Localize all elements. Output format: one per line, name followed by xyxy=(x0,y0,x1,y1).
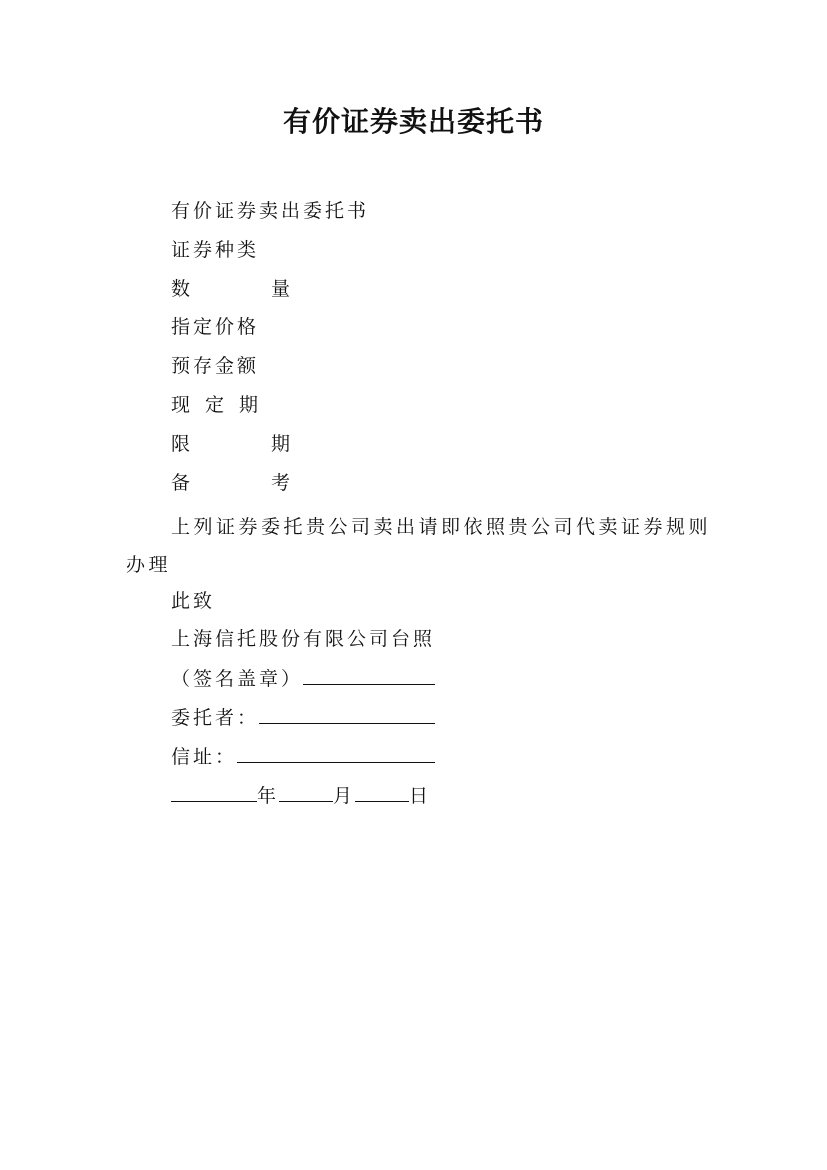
field-term-limit xyxy=(171,430,293,458)
recipient: 上海信托股份有限公司台照 xyxy=(171,628,436,650)
signature-line xyxy=(171,664,435,693)
document-title: 有价证券卖出委托书 xyxy=(282,105,544,138)
field-term-limit-char-2: 期 xyxy=(271,433,294,455)
client-label: 委托者： xyxy=(171,707,260,729)
field-current-term-char-1: 现 xyxy=(171,394,194,416)
field-remarks-char-1: 备 xyxy=(171,472,194,494)
field-remarks xyxy=(171,469,293,497)
field-quantity xyxy=(171,275,293,303)
field-remarks-char-2: 考 xyxy=(271,472,294,494)
salutation: 此致 xyxy=(171,590,216,612)
address-blank xyxy=(237,742,435,763)
month-blank xyxy=(279,781,333,802)
field-security-type: 证券种类 xyxy=(171,239,260,261)
field-quantity-char-1: 数 xyxy=(171,278,194,300)
field-current-term-char-2: 定 xyxy=(205,394,228,416)
field-term-limit-char-1: 限 xyxy=(171,433,194,455)
field-specified-price: 指定价格 xyxy=(171,316,260,338)
client-line xyxy=(171,703,435,732)
form-heading: 有价证券卖出委托书 xyxy=(171,200,370,222)
year-blank xyxy=(171,781,257,802)
address-line xyxy=(171,742,435,771)
year-label: 年 xyxy=(257,785,280,807)
signature-blank xyxy=(303,664,435,685)
month-label: 月 xyxy=(333,785,356,807)
date-line xyxy=(171,781,431,810)
body-paragraph: 上列证券委托贵公司卖出请即依照贵公司代卖证券规则办理 xyxy=(126,516,712,576)
client-blank xyxy=(259,703,435,724)
field-current-term xyxy=(171,391,261,419)
signature-label: （签名盖章） xyxy=(171,668,304,690)
field-quantity-char-2: 量 xyxy=(271,278,294,300)
field-current-term-char-3: 期 xyxy=(239,394,262,416)
address-label: 信址： xyxy=(171,746,238,768)
field-deposit-amount: 预存金额 xyxy=(171,355,260,377)
day-label: 日 xyxy=(409,785,432,807)
day-blank xyxy=(355,781,409,802)
